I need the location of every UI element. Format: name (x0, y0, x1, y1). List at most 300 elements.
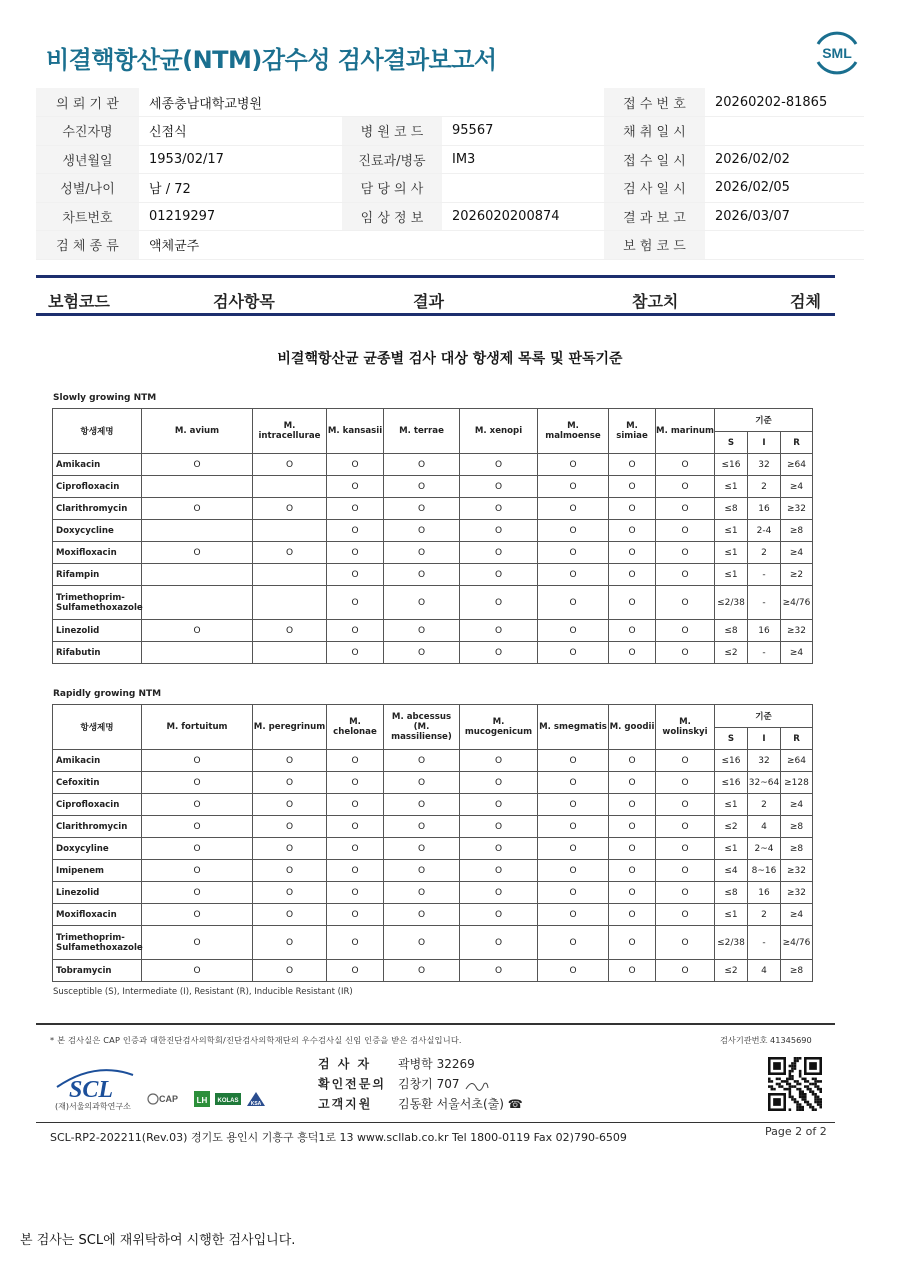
susceptibility-mark: O (609, 476, 656, 498)
sir-header: I (748, 728, 781, 750)
table-row (53, 816, 813, 838)
susceptibility-mark: O (538, 586, 609, 620)
susceptibility-mark (253, 642, 327, 664)
susceptibility-mark: O (656, 564, 715, 586)
susceptibility-mark: O (656, 454, 715, 476)
susceptibility-mark: O (460, 476, 538, 498)
kolas-badge-text: KOLAS (217, 1098, 239, 1104)
susceptibility-mark: O (609, 564, 656, 586)
table-row (53, 772, 813, 794)
susceptibility-mark: O (609, 960, 656, 982)
susceptibility-mark: O (538, 520, 609, 542)
susceptibility-mark: O (538, 620, 609, 642)
susceptibility-mark: O (384, 860, 460, 882)
drug-name: Ciprofloxacin (53, 476, 142, 498)
susceptibility-mark: O (656, 904, 715, 926)
susceptibility-mark: O (142, 454, 253, 476)
susceptibility-mark: O (384, 794, 460, 816)
susceptibility-mark: O (327, 816, 384, 838)
criteria-r: ≥32 (781, 620, 813, 642)
lab-address: SCL-RP2-202211(Rev.03) 경기도 용인시 기흥구 흥덕1로 13 www.scllab.co.kr Tel 1800-0119 Fax 02)790-6509 (50, 1131, 627, 1144)
drug-name: Moxifloxacin (53, 542, 142, 564)
table-row (53, 542, 813, 564)
criteria-r: ≥4 (781, 794, 813, 816)
support-value: 김동환 서울서초(출) (398, 1097, 504, 1111)
susceptibility-mark: O (538, 476, 609, 498)
species-header: M. marinum (656, 409, 715, 454)
lh-badge-text: LH (196, 1096, 208, 1105)
susceptibility-mark: O (327, 476, 384, 498)
drug-name: Imipenem (53, 860, 142, 882)
susceptibility-mark: O (384, 904, 460, 926)
susceptibility-mark: O (384, 620, 460, 642)
susceptibility-mark: O (384, 586, 460, 620)
susceptibility-mark: O (327, 882, 384, 904)
criteria-i: 16 (748, 498, 781, 520)
info-value: 액체균주 (139, 231, 342, 260)
susceptibility-mark: O (142, 860, 253, 882)
susceptibility-mark: O (142, 498, 253, 520)
criteria-s: ≤2 (715, 960, 748, 982)
criteria-i: 4 (748, 960, 781, 982)
criteria-s: ≤2 (715, 642, 748, 664)
criteria-i: 16 (748, 620, 781, 642)
tester-line (318, 1055, 475, 1072)
criteria-r: ≥2 (781, 564, 813, 586)
reviewer-line (318, 1075, 490, 1092)
criteria-r: ≥32 (781, 882, 813, 904)
susceptibility-mark: O (253, 860, 327, 882)
susceptibility-mark: O (460, 926, 538, 960)
info-label: 접 수 번 호 (604, 88, 705, 117)
species-header: M. goodii (609, 705, 656, 750)
criteria-i: 32 (748, 750, 781, 772)
criteria-i: - (748, 926, 781, 960)
susceptibility-mark: O (253, 498, 327, 520)
info-value: 신점식 (139, 117, 342, 146)
susceptibility-mark: O (538, 794, 609, 816)
drug-name: Linezolid (53, 882, 142, 904)
susceptibility-mark: O (460, 498, 538, 520)
susceptibility-mark: O (142, 926, 253, 960)
criteria-r: ≥8 (781, 960, 813, 982)
susceptibility-mark: O (142, 816, 253, 838)
sml-logo (812, 30, 862, 76)
susceptibility-mark: O (142, 620, 253, 642)
criteria-s: ≤1 (715, 904, 748, 926)
sir-legend: Susceptible (S), Intermediate (I), Resistant (R), Inducible Resistant (IR) (53, 987, 353, 997)
susceptibility-mark: O (327, 960, 384, 982)
col-insurance-code: 보험코드 (48, 292, 110, 311)
criteria-i: 16 (748, 882, 781, 904)
susceptibility-mark: O (327, 620, 384, 642)
accreditation-notice: * 본 검사실은 CAP 인증과 대한진단검사의학회/진단검사의학재단의 우수검사실 신임 인증을 받은 검사실입니다. (50, 1035, 462, 1045)
susceptibility-mark: O (609, 520, 656, 542)
susceptibility-mark: O (384, 816, 460, 838)
susceptibility-mark: O (460, 520, 538, 542)
susceptibility-mark: O (253, 620, 327, 642)
info-label: 병 원 코 드 (342, 117, 442, 146)
patient-info-table (36, 88, 864, 260)
susceptibility-mark: O (538, 860, 609, 882)
susceptibility-mark: O (609, 454, 656, 476)
qr-code (768, 1057, 822, 1111)
support-line (318, 1095, 523, 1112)
susceptibility-mark: O (384, 750, 460, 772)
criteria-s: ≤1 (715, 794, 748, 816)
susceptibility-mark: O (384, 520, 460, 542)
info-value: 2026/02/02 (705, 145, 864, 174)
info-value: 01219297 (139, 202, 342, 231)
susceptibility-mark: O (656, 882, 715, 904)
susceptibility-mark: O (538, 904, 609, 926)
susceptibility-mark: O (253, 454, 327, 476)
section-title: 비결핵항산균 균종별 검사 대상 항생제 목록 및 판독기준 (277, 351, 623, 367)
criteria-i: 32 (748, 454, 781, 476)
susceptibility-mark: O (656, 794, 715, 816)
susceptibility-mark: O (327, 772, 384, 794)
susceptibility-mark: O (609, 926, 656, 960)
criteria-r: ≥4 (781, 476, 813, 498)
susceptibility-mark: O (538, 498, 609, 520)
criteria-r: ≥64 (781, 454, 813, 476)
susceptibility-mark: O (327, 454, 384, 476)
info-label: 보 험 코 드 (604, 231, 705, 260)
phone-icon: ☎ (507, 1097, 523, 1111)
info-label (342, 231, 442, 260)
criteria-r: ≥4/76 (781, 926, 813, 960)
susceptibility-mark: O (656, 498, 715, 520)
susceptibility-mark: O (253, 772, 327, 794)
species-header: M. simiae (609, 409, 656, 454)
criteria-s: ≤2/38 (715, 926, 748, 960)
criteria-s: ≤8 (715, 498, 748, 520)
table-row (53, 586, 813, 620)
org-number: 검사기관번호 41345690 (720, 1035, 812, 1045)
drug-name: Trimethoprim-Sulfamethoxazole (53, 926, 142, 960)
criteria-s: ≤2/38 (715, 586, 748, 620)
criteria-i: 8~16 (748, 860, 781, 882)
sir-header: I (748, 432, 781, 454)
referral-note: 본 검사는 SCL에 재위탁하여 시행한 검사입니다. (20, 1233, 296, 1248)
col-specimen: 검체 (790, 292, 821, 311)
criteria-r: ≥4 (781, 542, 813, 564)
species-header: M. fortuitum (142, 705, 253, 750)
susceptibility-mark: O (656, 816, 715, 838)
susceptibility-mark: O (609, 586, 656, 620)
susceptibility-mark: O (656, 838, 715, 860)
susceptibility-mark: O (142, 960, 253, 982)
criteria-s: ≤16 (715, 772, 748, 794)
footer-rule (36, 1122, 835, 1123)
info-label (342, 88, 442, 117)
susceptibility-mark: O (538, 454, 609, 476)
criteria-r: ≥32 (781, 498, 813, 520)
susceptibility-mark: O (656, 750, 715, 772)
susceptibility-mark: O (656, 542, 715, 564)
info-value: 2026/02/05 (705, 174, 864, 203)
sir-header: S (715, 728, 748, 750)
species-header: M. peregrinum (253, 705, 327, 750)
table-row (53, 520, 813, 542)
susceptibility-mark: O (609, 838, 656, 860)
signature-mark (464, 1078, 490, 1092)
info-value: 1953/02/17 (139, 145, 342, 174)
susceptibility-mark: O (656, 642, 715, 664)
criteria-s: ≤2 (715, 816, 748, 838)
susceptibility-mark: O (253, 750, 327, 772)
drug-column-header: 항생제명 (53, 409, 142, 454)
info-value (442, 231, 604, 260)
report-title: 비결핵항산균(NTM)감수성 검사결과보고서 (46, 46, 497, 74)
tester-value: 곽병학 32269 (398, 1057, 475, 1071)
susceptibility-mark: O (253, 960, 327, 982)
species-header: M. chelonae (327, 705, 384, 750)
info-value (442, 174, 604, 203)
info-label: 담 당 의 사 (342, 174, 442, 203)
susceptibility-mark: O (538, 642, 609, 664)
susceptibility-mark: O (327, 642, 384, 664)
criteria-s: ≤16 (715, 750, 748, 772)
susceptibility-mark (253, 520, 327, 542)
info-value (442, 88, 604, 117)
susceptibility-mark: O (142, 794, 253, 816)
susceptibility-mark: O (327, 926, 384, 960)
susceptibility-mark: O (609, 794, 656, 816)
susceptibility-mark: O (538, 542, 609, 564)
col-result: 결과 (413, 292, 444, 311)
susceptibility-mark: O (142, 542, 253, 564)
susceptibility-mark: O (460, 750, 538, 772)
criteria-s: ≤8 (715, 620, 748, 642)
susceptibility-mark: O (142, 882, 253, 904)
criteria-i: 2 (748, 542, 781, 564)
criteria-i: - (748, 642, 781, 664)
drug-name: Cefoxitin (53, 772, 142, 794)
susceptibility-mark (142, 476, 253, 498)
susceptibility-mark: O (384, 926, 460, 960)
criteria-i: 2 (748, 904, 781, 926)
table-row (53, 564, 813, 586)
susceptibility-mark: O (142, 904, 253, 926)
susceptibility-mark: O (460, 542, 538, 564)
species-header: M. kansasii (327, 409, 384, 454)
slow-ntm-table (52, 408, 813, 664)
info-value: 95567 (442, 117, 604, 146)
criteria-r: ≥32 (781, 860, 813, 882)
slow-group-title: Slowly growing NTM (53, 393, 157, 403)
susceptibility-mark: O (656, 860, 715, 882)
susceptibility-mark: O (538, 750, 609, 772)
table-row (53, 454, 813, 476)
sir-header: R (781, 728, 813, 750)
ksa-badge-text: KSA (250, 1101, 262, 1107)
drug-name: Amikacin (53, 750, 142, 772)
scl-logo-text: SCL (68, 1077, 114, 1103)
table-row (53, 838, 813, 860)
criteria-s: ≤16 (715, 454, 748, 476)
drug-name: Ciprofloxacin (53, 794, 142, 816)
drug-name: Amikacin (53, 454, 142, 476)
susceptibility-mark: O (460, 794, 538, 816)
info-value: 남 / 72 (139, 174, 342, 203)
susceptibility-mark: O (538, 838, 609, 860)
table-row (53, 620, 813, 642)
criteria-s: ≤1 (715, 476, 748, 498)
susceptibility-mark (142, 642, 253, 664)
susceptibility-mark: O (538, 882, 609, 904)
drug-name: Clarithromycin (53, 816, 142, 838)
susceptibility-mark: O (460, 564, 538, 586)
susceptibility-mark: O (609, 816, 656, 838)
info-row (36, 117, 864, 146)
susceptibility-mark: O (609, 860, 656, 882)
susceptibility-mark: O (384, 960, 460, 982)
table-row (53, 926, 813, 960)
info-label: 검 사 일 시 (604, 174, 705, 203)
susceptibility-mark: O (609, 904, 656, 926)
drug-name: Clarithromycin (53, 498, 142, 520)
drug-name: Trimethoprim-Sulfamethoxazole (53, 586, 142, 620)
criteria-r: ≥4/76 (781, 586, 813, 620)
info-value: 2026020200874 (442, 202, 604, 231)
susceptibility-mark: O (538, 772, 609, 794)
susceptibility-mark: O (142, 838, 253, 860)
info-row (36, 231, 864, 260)
criteria-r: ≥8 (781, 838, 813, 860)
result-header-top-rule (36, 275, 835, 278)
rapid-ntm-table (52, 704, 813, 982)
susceptibility-mark (253, 586, 327, 620)
table-row (53, 794, 813, 816)
info-label: 채 취 일 시 (604, 117, 705, 146)
susceptibility-mark: O (609, 882, 656, 904)
info-row (36, 174, 864, 203)
susceptibility-mark: O (656, 620, 715, 642)
info-value: 2026/03/07 (705, 202, 864, 231)
susceptibility-mark: O (384, 772, 460, 794)
susceptibility-mark (142, 586, 253, 620)
susceptibility-mark: O (460, 882, 538, 904)
susceptibility-mark: O (253, 816, 327, 838)
susceptibility-mark: O (384, 454, 460, 476)
info-label: 의 뢰 기 관 (36, 88, 139, 117)
reviewer-label: 확인전문의 (318, 1077, 386, 1091)
table-row (53, 498, 813, 520)
susceptibility-mark: O (327, 498, 384, 520)
drug-name: Rifabutin (53, 642, 142, 664)
info-value: 20260202-81865 (705, 88, 864, 117)
drug-name: Doxycycline (53, 520, 142, 542)
info-value (705, 117, 864, 146)
drug-name: Linezolid (53, 620, 142, 642)
table-row (53, 750, 813, 772)
criteria-i: - (748, 586, 781, 620)
criteria-s: ≤1 (715, 564, 748, 586)
susceptibility-mark: O (253, 904, 327, 926)
criteria-r: ≥64 (781, 750, 813, 772)
susceptibility-mark: O (253, 794, 327, 816)
species-header: M. intracellurae (253, 409, 327, 454)
susceptibility-mark: O (460, 960, 538, 982)
susceptibility-mark: O (656, 926, 715, 960)
susceptibility-mark: O (253, 838, 327, 860)
criteria-s: ≤1 (715, 520, 748, 542)
rapid-group-title: Rapidly growing NTM (53, 689, 162, 699)
susceptibility-mark: O (384, 838, 460, 860)
info-label: 수진자명 (36, 117, 139, 146)
sir-header: R (781, 432, 813, 454)
criteria-r: ≥128 (781, 772, 813, 794)
drug-name: Rifampin (53, 564, 142, 586)
susceptibility-mark: O (609, 642, 656, 664)
susceptibility-mark: O (327, 750, 384, 772)
species-header: M. terrae (384, 409, 460, 454)
col-test-item: 검사항목 (213, 292, 275, 311)
susceptibility-mark: O (460, 838, 538, 860)
susceptibility-mark: O (384, 542, 460, 564)
susceptibility-mark: O (460, 772, 538, 794)
susceptibility-mark (142, 564, 253, 586)
table-row (53, 882, 813, 904)
kolas-badge (214, 1088, 242, 1110)
susceptibility-mark: O (460, 904, 538, 926)
susceptibility-mark: O (460, 860, 538, 882)
species-header: M. avium (142, 409, 253, 454)
criteria-i: - (748, 564, 781, 586)
info-row (36, 202, 864, 231)
drug-name: Moxifloxacin (53, 904, 142, 926)
logo-text: SML (822, 45, 852, 61)
criteria-s: ≤1 (715, 542, 748, 564)
reviewer-value: 김창기 707 (398, 1077, 460, 1091)
susceptibility-mark: O (384, 476, 460, 498)
susceptibility-mark: O (327, 860, 384, 882)
susceptibility-mark: O (327, 542, 384, 564)
criteria-i: 2~4 (748, 838, 781, 860)
info-label: 차트번호 (36, 202, 139, 231)
susceptibility-mark: O (609, 620, 656, 642)
susceptibility-mark: O (327, 794, 384, 816)
info-value: IM3 (442, 145, 604, 174)
susceptibility-mark: O (327, 520, 384, 542)
drug-column-header: 항생제명 (53, 705, 142, 750)
info-value (705, 231, 864, 260)
cap-accreditation-badge (146, 1088, 190, 1110)
susceptibility-mark: O (253, 926, 327, 960)
susceptibility-mark: O (538, 926, 609, 960)
drug-name: Tobramycin (53, 960, 142, 982)
species-header: M. smegmatis (538, 705, 609, 750)
susceptibility-mark: O (253, 882, 327, 904)
species-header: M. mucogenicum (460, 705, 538, 750)
susceptibility-mark: O (142, 772, 253, 794)
criteria-header: 기준 (715, 705, 813, 728)
species-header: M. malmoense (538, 409, 609, 454)
support-label: 고객지원 (318, 1097, 373, 1111)
susceptibility-mark: O (609, 750, 656, 772)
criteria-i: 2 (748, 476, 781, 498)
criteria-i: 2-4 (748, 520, 781, 542)
criteria-r: ≥4 (781, 904, 813, 926)
susceptibility-mark: O (253, 542, 327, 564)
info-label: 생년월일 (36, 145, 139, 174)
susceptibility-mark: O (460, 816, 538, 838)
susceptibility-mark: O (656, 772, 715, 794)
susceptibility-mark: O (142, 750, 253, 772)
criteria-s: ≤8 (715, 882, 748, 904)
susceptibility-mark: O (609, 772, 656, 794)
